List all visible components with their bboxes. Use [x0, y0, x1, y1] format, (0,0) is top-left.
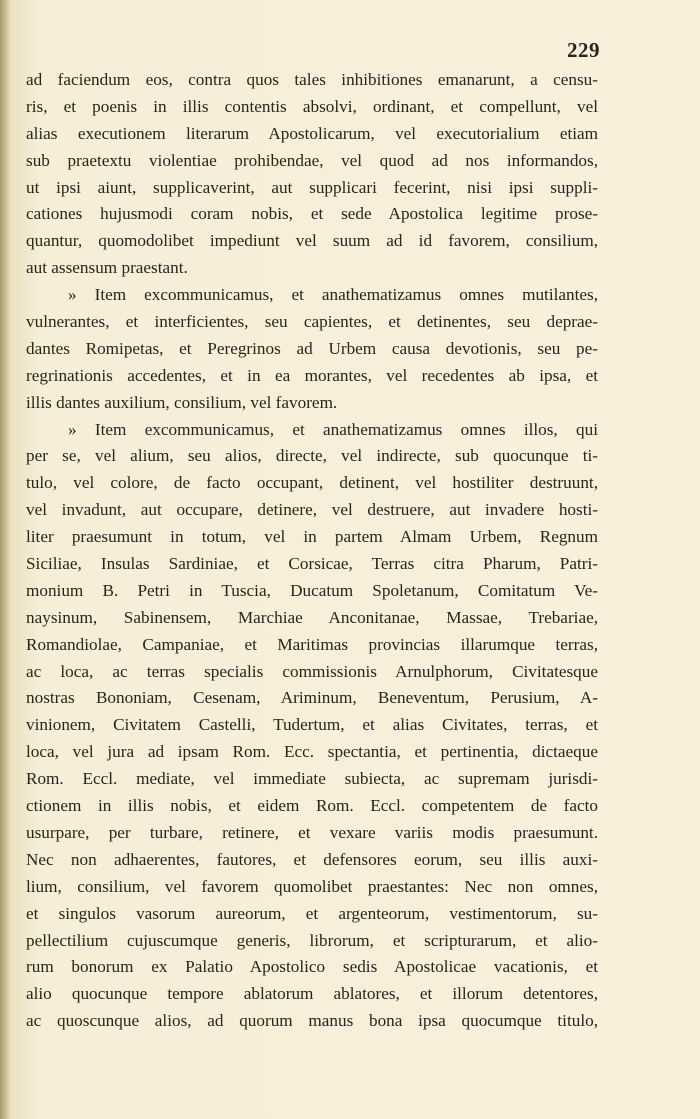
text-line: ut ipsi aiunt, supplicaverint, aut supplicari fecerint, nisi ipsi suppli-: [26, 177, 598, 197]
text-line: naysinum, Sabinensem, Marchiae Anconitanae, Massae, Trebariae,: [26, 607, 598, 627]
text-line: per se, vel alium, seu alios, directe, vel indirecte, sub quocunque ti-: [26, 446, 598, 466]
text-line: alias executionem literarum Apostolicarum, vel executorialium etiam: [26, 123, 598, 143]
body-text: [26, 67, 598, 1035]
text-line: ac loca, ac terras specialis commissionis Arnulphorum, Civitatesque: [26, 661, 598, 681]
text-line: ad faciendum eos, contra quos tales inhibitiones emanarunt, a censu-: [26, 70, 598, 89]
text-line: sub praetextu violentiae prohibendae, vel quod ad nos informandos,: [26, 150, 598, 170]
text-line: quantur, quomodolibet impediunt vel suum ad id favorem, consilium,: [26, 231, 598, 251]
text-line: illis dantes auxilium, consilium, vel favorem.: [26, 392, 338, 412]
text-line: lium, consilium, vel favorem quomolibet praestantes: Nec non omnes,: [26, 876, 598, 896]
binding-shadow: [0, 0, 10, 1119]
text-line: regrinationis accedentes, et in ea morantes, vel recedentes ab ipsa, et: [26, 365, 598, 385]
page-number: 229: [567, 38, 600, 62]
text-line: vel invadunt, aut occupare, detinere, vel destruere, aut invadere hosti-: [26, 500, 598, 520]
text-line: usurpare, per turbare, retinere, et vexare variis modis praesumunt.: [26, 822, 598, 842]
text-line: aut assensum praestant.: [26, 258, 188, 278]
text-line: dantes Romipetas, et Peregrinos ad Urbem causa devotionis, seu pe-: [26, 338, 598, 358]
text-line: nostras Bononiam, Cesenam, Ariminum, Beneventum, Perusium, A-: [26, 688, 598, 708]
text-line: rum bonorum ex Palatio Apostolico sedis Apostolicae vacationis, et: [26, 957, 598, 977]
text-line: monium B. Petri in Tuscia, Ducatum Spoletanum, Comitatum Ve-: [26, 580, 598, 600]
text-line: liter praesumunt in totum, vel in partem Almam Urbem, Regnum: [26, 527, 598, 547]
text-line: pellectilium cujuscumque generis, librorum, et scripturarum, et alio-: [26, 930, 598, 950]
text-line: » Item excommunicamus, et anathematizamus omnes illos, qui: [68, 419, 598, 439]
text-line: loca, vel jura ad ipsam Rom. Ecc. spectantia, et pertinentia, dictaeque: [26, 742, 598, 762]
text-line: Siciliae, Insulas Sardiniae, et Corsicae, Terras citra Pharum, Patri-: [26, 554, 598, 574]
text-line: vinionem, Civitatem Castelli, Tudertum, et alias Civitates, terras, et: [26, 715, 598, 735]
text-line: Romandiolae, Campaniae, et Maritimas provincias illarumque terras,: [26, 634, 598, 654]
text-line: ris, et poenis in illis contentis absolvi, ordinant, et compellunt, vel: [26, 96, 598, 116]
text-line: ac quoscunque alios, ad quorum manus bona ipsa quocumque titulo,: [26, 1011, 598, 1031]
text-line: » Item excommunicamus, et anathematizamus omnes mutilantes,: [68, 285, 598, 305]
text-line: Rom. Eccl. mediate, vel immediate subiecta, ac supremam jurisdi-: [26, 769, 598, 789]
text-line: tulo, vel colore, de facto occupant, detinent, vel hostiliter destruunt,: [26, 473, 598, 493]
text-line: ctionem in illis nobis, et eidem Rom. Eccl. competentem de facto: [26, 796, 598, 816]
text-line: cationes hujusmodi coram nobis, et sede Apostolica legitime prose-: [26, 204, 598, 224]
text-line: Nec non adhaerentes, fautores, et defensores eorum, seu illis auxi-: [26, 849, 598, 869]
text-line: vulnerantes, et interficientes, seu capientes, et detinentes, seu deprae-: [26, 312, 598, 332]
text-line: alio quocunque tempore ablatorum ablatores, et illorum detentores,: [26, 984, 598, 1004]
text-line: et singulos vasorum aureorum, et argenteorum, vestimentorum, su-: [26, 903, 598, 923]
